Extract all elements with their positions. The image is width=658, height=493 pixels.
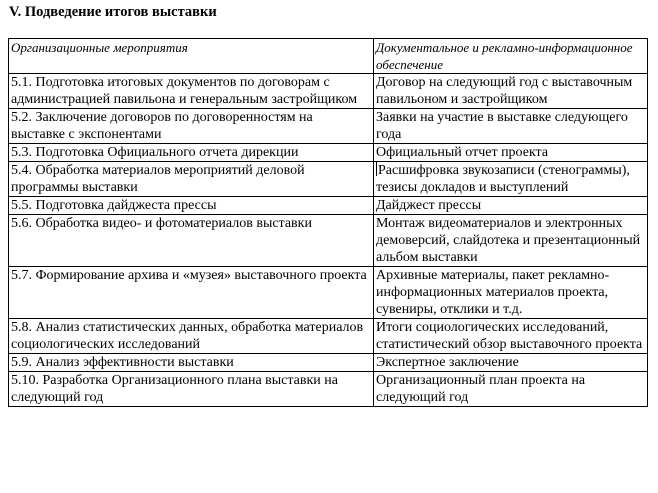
activity-cell: 5.9. Анализ эффективности выставки [9, 354, 374, 372]
table-row [9, 372, 648, 407]
events-table [8, 38, 648, 407]
document-cell: Организационный план проекта на следующий год [374, 372, 648, 407]
document-cell: Монтаж видеоматериалов и электронных демоверсий, слайдотека и презентационный альбом выставки [374, 215, 648, 267]
table-row [9, 162, 648, 197]
activity-cell: 5.3. Подготовка Официального отчета дирекции [9, 144, 374, 162]
section-title: V. Подведение итогов выставки [9, 4, 217, 20]
table-row [9, 144, 648, 162]
table-row [9, 215, 648, 267]
activity-cell: 5.1. Подготовка итоговых документов по договорам с администрацией павильона и генеральным застройщиком [9, 74, 374, 109]
header-cell-documents: Документальное и рекламно-информационное обеспечение [374, 39, 648, 74]
table-row [9, 74, 648, 109]
activity-cell: 5.8. Анализ статистических данных, обработка материалов социологических исследований [9, 319, 374, 354]
document-cell: Дайджест прессы [374, 197, 648, 215]
table-row [9, 109, 648, 144]
activity-cell: 5.7. Формирование архива и «музея» выставочного проекта [9, 267, 374, 319]
document-cell: Экспертное заключение [374, 354, 648, 372]
document-cell [374, 162, 648, 197]
table-row [9, 354, 648, 372]
activity-cell: 5.5. Подготовка дайджеста прессы [9, 197, 374, 215]
text-cursor [376, 162, 377, 176]
table-row [9, 197, 648, 215]
activity-cell: 5.6. Обработка видео- и фотоматериалов выставки [9, 215, 374, 267]
activity-cell: 5.10. Разработка Организационного плана выставки на следующий год [9, 372, 374, 407]
activity-cell: 5.2. Заключение договоров по договоренностям на выставке с экспонентами [9, 109, 374, 144]
table-row [9, 319, 648, 354]
header-cell-activities: Организационные мероприятия [9, 39, 374, 74]
document-cell: Архивные материалы, пакет рекламно-информационных материалов проекта, сувениры, отклики и т.д. [374, 267, 648, 319]
table-row [9, 267, 648, 319]
activity-cell: 5.4. Обработка материалов мероприятий деловой программы выставки [9, 162, 374, 197]
document-cell: Итоги социологических исследований, статистический обзор выставочного проекта [374, 319, 648, 354]
document-cell: Договор на следующий год с выставочным павильоном и застройщиком [374, 74, 648, 109]
document-cell: Заявки на участие в выставке следующего года [374, 109, 648, 144]
table-header-row [9, 39, 648, 74]
document-cell: Официальный отчет проекта [374, 144, 648, 162]
document-cell-text: Расшифровка звукозаписи (стенограммы), тезисы докладов и выступлений [376, 163, 630, 195]
